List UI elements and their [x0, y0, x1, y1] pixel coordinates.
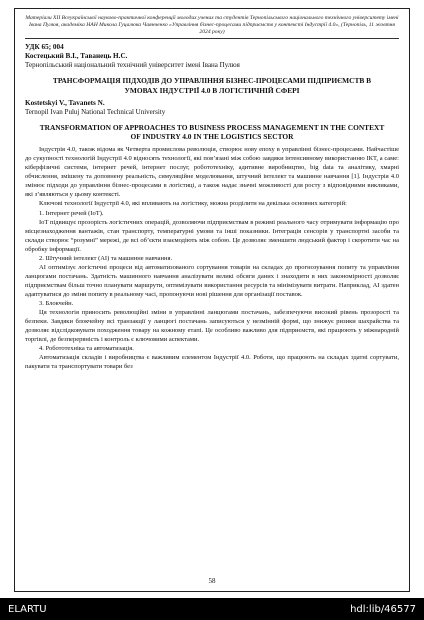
list-heading: 2. Штучний інтелект (AI) та машинне навчання.	[39, 254, 173, 262]
repository-bar	[0, 598, 424, 620]
article-content	[15, 43, 409, 371]
repository-name: ELARTU	[8, 603, 47, 615]
paragraph: AI оптимізує логістичні процеси від автоматизованого сортування товарів на складах до прогнозування попиту та управління ланцюгами постачань. Здатність машинного навчання аналізувати великі обсяги даних і знаходити в них закономірності дозволяє підприємствам більш точно планувати маршрути, оптимізувати використання ресурсів та мінімізувати витрати. Наприклад, AI здатен адаптуватися до зміни попиту в реальному часі, пропонуючи нові рішення для організації поставок.	[25, 263, 399, 298]
udc-code: УДК 65; 004	[25, 43, 64, 52]
article-title-ua: ТРАНСФОРМАЦІЯ ПІДХОДІВ ДО УПРАВЛІННЯ БІЗНЕС-ПРОЦЕСАМИ ПІДПРИЄМСТВ В УМОВАХ ІНДУСТРІЇ 4.0 В ЛОГІСТИЧНІЙ СФЕРІ	[52, 76, 372, 95]
authors-ua: Костецький В.І., Таванець Н.С.	[25, 52, 128, 61]
article-title-en: TRANSFORMATION OF APPROACHES TO BUSINESS PROCESS MANAGEMENT IN THE CONTEXT OF INDUSTRY 4.0 IN THE LOGISTICS SECTOR	[39, 122, 385, 141]
authors-en: Kostetskyi V., Tavanets N.	[25, 98, 105, 107]
paragraph: Індустрія 4.0, також відома як Четверта промислова революція, створює нову епоху в управлінні бізнес-процесами. Найчастіше до сукупності технологій Індустрії 4.0 відносять технології, які пов’язані між собою завдяки інтенсивному використанню ІКТ, а саме: кіберфізичні системи, інтернет речей, інтернет послуг, робототехніку, адитивне виробництво, big data та аналітику, хмарні обчислення, змішену та доповнену реальність, симуляційне моделювання, штучний інтелект та машинне навчання [1]. Індустрія 4.0 змінює підходи до управління бізнес-процесами в логістиці, а також надає значні можливості для росту з відповідними викликами, які з’являються у цьому контексті.	[25, 146, 399, 199]
document-page	[14, 8, 410, 592]
handle-id: hdl:lib/46577	[350, 603, 416, 615]
paragraph: Ця технологія приносить революційні зміни в управлінні ланцюгами постачань, забезпечуючи високий рівень прозорості та безпеки. Завдяки блокчейну всі транзакції у ланцюгі постачань записуються у незмінній формі, що знижує ризики шахрайства та дозволяє відслідковувати походження товару на кожному етапі. Це особливо важливо для підприємств, які працюють у міжнародній торгівлі, де безперервність і контроль є ключовими аспектами.	[25, 309, 399, 344]
list-heading: 1. Інтернет речей (IoT).	[39, 209, 104, 217]
affiliation-ua: Тернопільський національний технічний університет імені Івана Пулюя	[25, 61, 240, 70]
page-number: 58	[208, 577, 216, 585]
affiliation-en: Ternopil Ivan Puluj National Technical University	[25, 107, 166, 116]
paragraph: IoT підвищує прозорість логістичних операцій, дозволяючи підприємствам в режимі реального часу отримувати інформацію про місцезнаходження вантажів, стан транспорту, температурні умови та інші показники. Інтеграція сенсорів у транспортні засоби та склади створює “розумні” мережі, де всі об’єкти взаємодіють між собою. Це дозволяє зменшити людський фактор і скоротити час на обробку інформації.	[25, 218, 399, 253]
list-heading: 3. Блокчейн.	[39, 300, 74, 307]
paragraph: Автоматизація складів і виробництва є важливим елементом Індустрії 4.0. Роботи, що працюють на складах здатні сортувати, пакувати та транспортувати товари без	[25, 354, 399, 371]
paragraph: Ключові технології Індустрії 4.0, які впливають на логістику, можна розділити на декілька основних категорій:	[39, 200, 347, 208]
running-header: Матеріали XII Всеукраїнської науково-практичної конференції молодих учених та студентів Тернопільського національного технічного університету імені Івана Пулюя, академіка НАН Микола Гуцалюка Чаянченко «Управління бізнес-процесами підприємств у контексті Індустрії 4.0», (Тернопіль, 11 жовтня 2024 року)	[25, 15, 399, 39]
list-heading: 4. Робототехніка та автоматизація.	[39, 345, 134, 353]
